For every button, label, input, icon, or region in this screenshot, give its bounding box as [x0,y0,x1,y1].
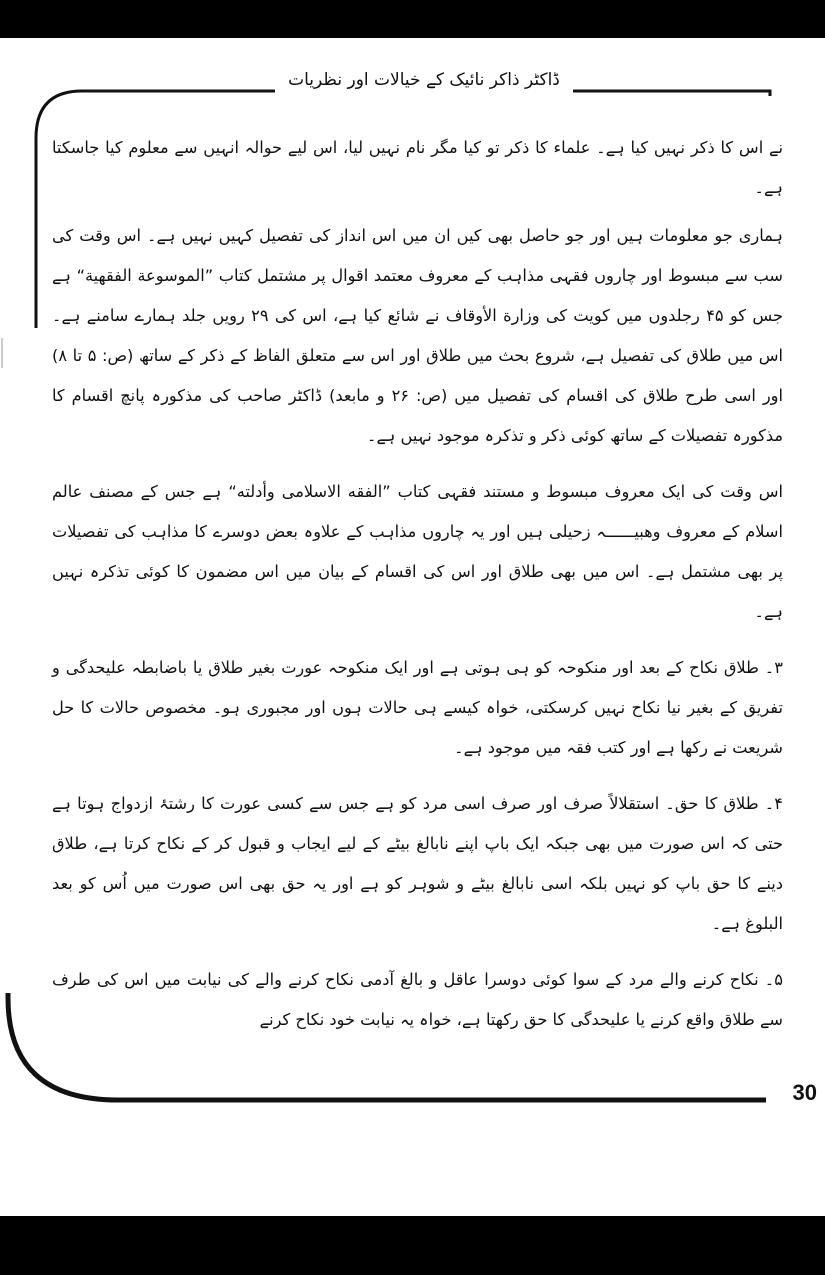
running-header-title: ڈاکٹر ذاکر نائیک کے خیالات اور نظریات [278,68,570,92]
paragraph-2: ہماری جو معلومات ہیں اور جو حاصل بھی کیں ان میں اس انداز کی تفصیل کہیں نہیں ہے۔ اس وقت کی سب سے مبسوط اور چاروں فقہی مذاہب کے معروف معتمد اقوال پر مشتمل کتاب ”الموسوعة الفقهية“ ہے جس کو ۴۵ رجلدوں میں کویت کی وزارة الأوقاف نے شائع کیا ہے، اس کی ۲۹ رویں جلد ہمارے سامنے ہے۔ اس میں طلاق کی تفصیل ہے، شروع بحث میں طلاق اور اس سے متعلق الفاظ کے ذکر کے ساتھ (ص: ۵ تا ۸) اور اسی طرح طلاق کی اقسام کی تفصیل میں (ص: ۲۶ و مابعد) ڈاکٹر صاحب کی مذکورہ پانچ اقسام کا مذکورہ تفصیلات کے ساتھ کوئی ذکر و تذکرہ موجود نہیں ہے۔ [52,226,784,445]
book-page [0,38,825,1216]
page-number: 30 [792,1080,817,1105]
page-body-text [52,128,783,1056]
paragraph-5: ۴۔ طلاق کا حق۔ استقلالاً صرف اور صرف اسی مرد کو ہے جس سے کسی عورت کا رشتۂ ازدواج ہوتا ہے حتی کہ اس صورت میں بھی جبکہ ایک باپ اپنے نابالغ بیٹے کے لیے ایجاب و قبول کر کے نکاح کرتا ہے، طلاق دینے کا حق باپ کو نہیں بلکہ اسی نابالغ بیٹے و شوہر کو ہے اور یہ حق بھی اس صورت میں اُس کو بعد البلوغ ہے۔ [52,794,783,933]
paragraph-1: نے اس کا ذکر نہیں کیا ہے۔ علماء کا ذکر تو کیا مگر نام نہیں لیا، اس لیے حوالہ انہیں سے معلوم کیا جاسکتا ہے۔ [52,138,783,197]
paragraph-3: اس وقت کی ایک معروف مبسوط و مستند فقہی کتاب ”الفقه الاسلامی وأدلته“ ہے جس کے مصنف عالم اسلام کے معروف وھبیــــــہ زحیلی ہیں اور یہ چاروں مذاہب کے علاوہ بعض دوسرے کا مذاہب کی تفصیلات پر بھی مشتمل ہے۔ اس میں بھی طلاق اور اس کی اقسام کے بیان میں اس مضمون کا کوئی تذکرہ نہیں ہے۔ [52,482,783,621]
paragraph-6: ۵۔ نکاح کرنے والے مرد کے سوا کوئی دوسرا عاقل و بالغ آدمی نکاح کرنے والے کی نیابت میں اس کی طرف سے طلاق واقع کرنے یا علیحدگی کا حق رکھتا ہے، خواہ یہ نیابت خود نکاح کرنے [52,970,783,1029]
paragraph-4: ۳۔ طلاق نکاح کے بعد اور منکوحہ کو ہی ہوتی ہے اور ایک منکوحہ عورت بغیر طلاق یا باضابطہ علیحدگی و تفریق کے بغیر نیا نکاح نہیں کرسکتی، خواہ کیسے ہی حالات ہوں اور مجبوری ہو۔ مخصوص حالات کا حل شریعت نے رکھا ہے اور کتب فقہ میں موجود ہے۔ [52,658,783,757]
